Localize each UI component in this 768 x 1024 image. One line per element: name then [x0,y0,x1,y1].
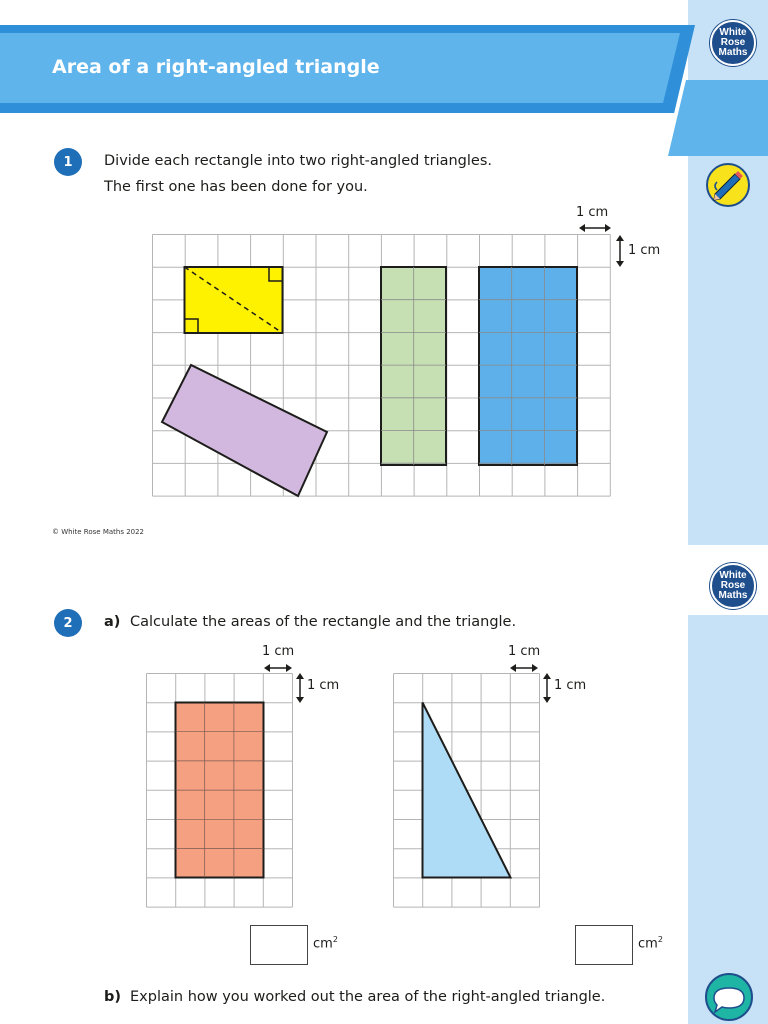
pencil-icon [705,162,751,208]
blue-rectangle [479,267,577,465]
question-1-text-line2: The first one has been done for you. [104,179,368,195]
worksheet-page-2 [0,545,768,1024]
speech-bubble-icon [704,972,754,1022]
double-arrow-icon [294,672,306,704]
part-b-text: Explain how you worked out the area of the right-angled triangle. [130,989,606,1005]
question-1-text-line1: Divide each rectangle into two right-angled triangles. [104,153,492,169]
left-scale-label-horizontal: 1 cm [262,644,295,659]
rectangle-area-answer-box[interactable] [250,925,308,965]
white-rose-maths-logo: White Rose Maths [710,20,756,66]
double-arrow-icon [578,222,612,234]
scale-label-vertical: 1 cm [628,243,661,258]
copyright-text: © White Rose Maths 2022 [52,528,145,536]
white-rose-maths-logo: White Rose Maths [710,563,756,609]
double-arrow-icon [614,234,626,268]
question-1-badge: 1 [54,148,82,176]
left-scale-label-vertical: 1 cm [307,678,340,693]
triangle-area-unit: $cm^2$ [638,935,663,952]
triangle-area-answer-box[interactable] [575,925,633,965]
right-sidebar [688,545,768,1024]
right-scale-label-horizontal: 1 cm [508,644,541,659]
grid-rectangle [146,673,294,909]
sidebar-accent [668,80,768,156]
question-2-badge: 2 [54,609,82,637]
grid-question-1 [152,234,614,500]
grid-triangle [393,673,541,909]
part-b-label: b) [104,989,122,1005]
purple-rectangle [162,365,327,496]
part-a-label: a) [104,614,121,630]
right-scale-label-vertical: 1 cm [554,678,587,693]
page-title: Area of a right-angled triangle [52,56,380,78]
double-arrow-icon [541,672,553,704]
scale-label-horizontal: 1 cm [576,205,609,220]
part-a-text: Calculate the areas of the rectangle and the triangle. [130,614,517,630]
rectangle-area-unit: $cm^2$ [313,935,338,952]
